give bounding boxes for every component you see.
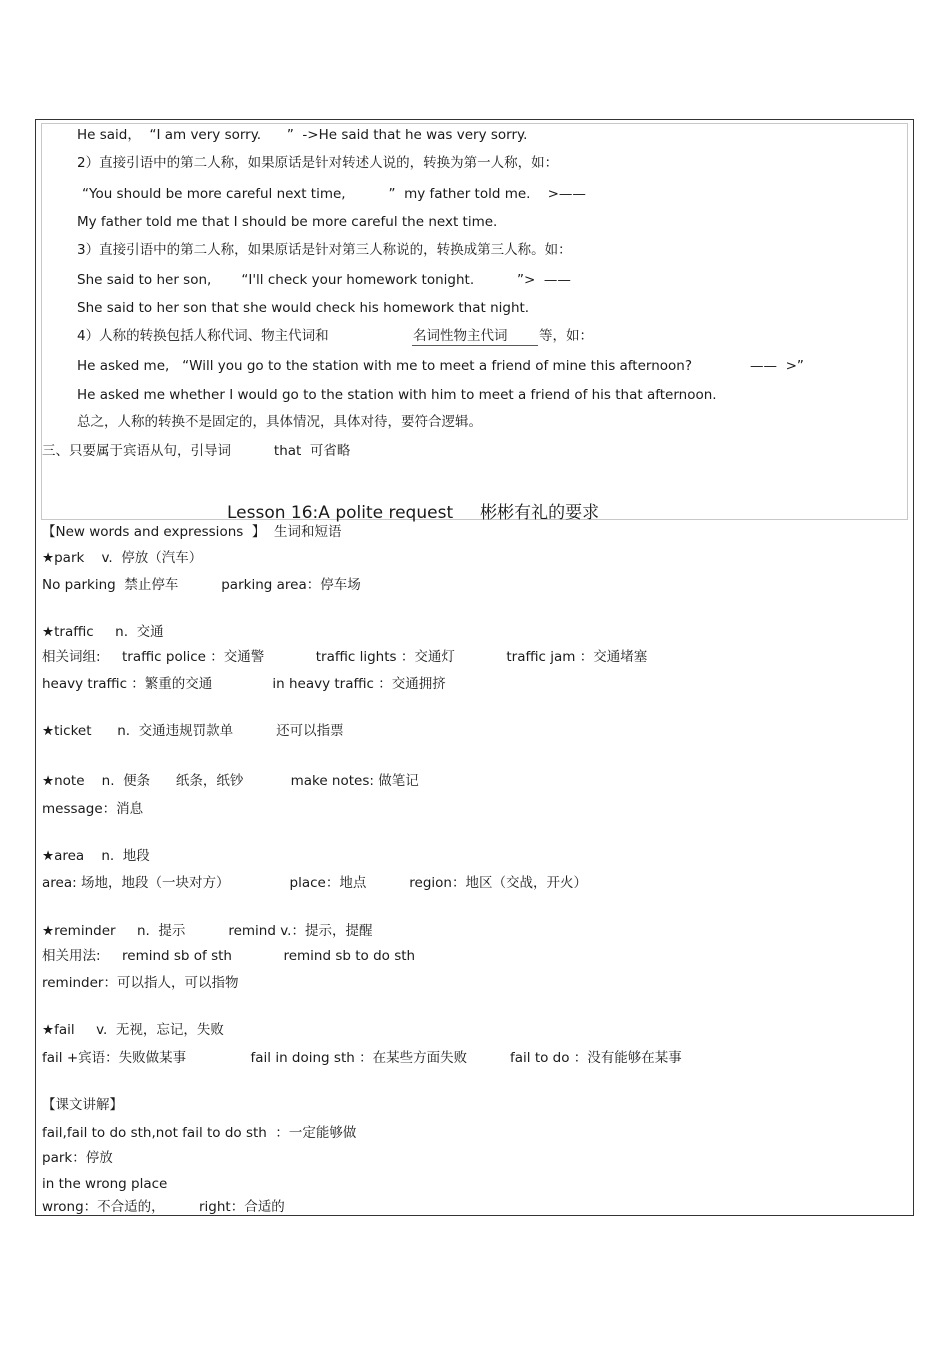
- vocab-detail: 相关词组: traffic police ：交通警 traffic lights ：交通灯 traffic jam ：交通堵塞: [42, 649, 648, 665]
- vocab-entry: ★fail v. 无视，忘记，失败: [42, 1022, 224, 1038]
- grammar-box: [41, 123, 908, 520]
- vocab-detail: fail +宾语：失败做某事 fail in doing sth ：在某些方面失败 fail to do ：没有能够在某事: [42, 1050, 682, 1066]
- text-line: 3）直接引语中的第二人称，如果原话是针对第三人称说的，转换成第三人称。如：: [77, 242, 572, 258]
- text-line: 等，如：: [539, 328, 593, 344]
- text-line: 三、只要属于宾语从句，引导词 that 可省略: [42, 443, 351, 459]
- vocab-detail: message：消息: [42, 801, 144, 817]
- vocab-detail: 相关用法: remind sb of sth remind sb to do sth: [42, 948, 416, 964]
- vocab-entry: ★park v. 停放（汽车）: [42, 550, 203, 566]
- text-line: 总之，人称的转换不是固定的，具体情况，具体对待，要符合逻辑。: [77, 414, 482, 430]
- text-line: 4）人称的转换包括人称代词、物主代词和: [77, 328, 329, 344]
- lesson-title: Lesson 16:A polite request 彬彬有礼的要求: [227, 503, 600, 523]
- vocab-entry: ★area n. 地段: [42, 848, 150, 864]
- text-line: park：停放: [42, 1150, 113, 1166]
- text-line: He asked me, “Will you go to the station with me to meet a friend of mine this afternoon?: [77, 358, 693, 374]
- vocab-detail: heavy traffic ：繁重的交通 in heavy traffic ：交通拥挤: [42, 676, 446, 692]
- section-header: 【New words and expressions 】 生词和短语: [42, 524, 342, 540]
- vocab-detail: No parking 禁止停车 parking area：停车场: [42, 577, 361, 593]
- text-line: in the wrong place: [42, 1176, 168, 1192]
- text-line: fail,fail to do sth,not fail to do sth ：一定能够做: [42, 1125, 357, 1141]
- vocab-entry: ★ticket n. 交通违规罚款单 还可以指票: [42, 723, 344, 739]
- text-line: “You should be more careful next time, ” my father told me. >——: [82, 186, 586, 202]
- text-line: My father told me that I should be more careful the next time.: [77, 214, 498, 230]
- vocab-detail: reminder：可以指人，可以指物: [42, 975, 239, 991]
- text-line: She said to her son, “I'll check your homework tonight. ”> ——: [77, 272, 571, 288]
- term-underline: [412, 345, 538, 346]
- text-line: He asked me whether I would go to the station with him to meet a friend of his that afternoon.: [77, 387, 717, 403]
- text-line: 2）直接引语中的第二人称，如果原话是针对转述人说的，转换为第一人称，如：: [77, 155, 559, 171]
- underlined-term: 名词性物主代词: [413, 328, 508, 344]
- text-line: wrong：不合适的， right：合适的: [42, 1199, 285, 1215]
- vocab-entry: ★note n. 便条 纸条，纸钞 make notes: 做笔记: [42, 773, 419, 789]
- vocab-detail: area: 场地，地段（一块对方） place：地点 region：地区（交战，开火）: [42, 875, 587, 891]
- text-line: She said to her son that she would check his homework that night.: [77, 300, 530, 316]
- section-header: 【课文讲解】: [42, 1097, 123, 1113]
- vocab-entry: ★traffic n. 交通: [42, 624, 164, 640]
- text-line: —— >”: [750, 358, 804, 374]
- vocab-entry: ★reminder n. 提示 remind v.：提示，提醒: [42, 923, 373, 939]
- text-line: He said， “I am very sorry. ” ->He said that he was very sorry.: [77, 127, 528, 143]
